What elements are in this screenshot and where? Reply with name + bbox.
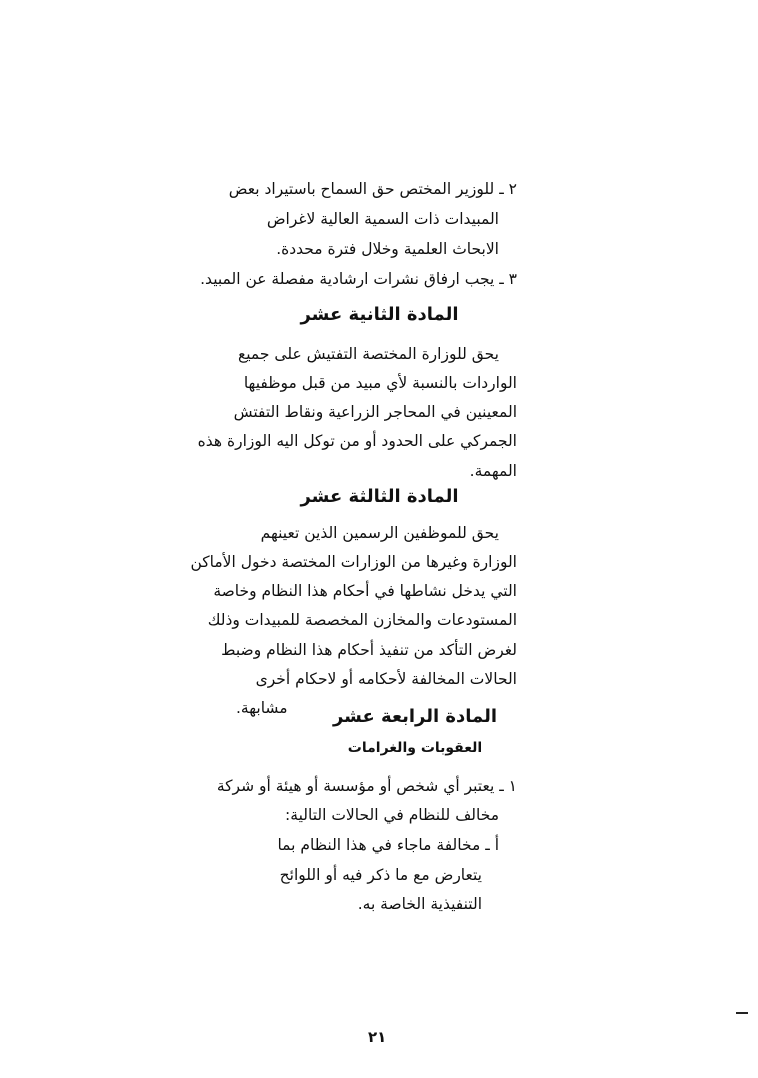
text-line: الوزارة وغيرها من الوزارات المختصة دخول الأماكن [190,553,517,571]
text-line: لغرض التأكد من تنفيذ أحكام هذا النظام وضبط [221,641,517,659]
text-line: الابحاث العلمية وخلال فترة محددة. [276,240,499,258]
text-line: يتعارض مع ما ذكر فيه أو اللوائح [279,866,482,884]
text-line: يحق للموظفين الرسمين الذين تعينهم [260,524,499,542]
item-3: ٣ ـ يجب ارفاق نشرات ارشادية مفصلة عن المبيد. [200,270,517,288]
article-12-title: المادة الثانية عشر [300,304,459,325]
text-line: المبيدات ذات السمية العالية لاغراض [266,210,499,228]
text-line: التي يدخل نشاطها في أحكام هذا النظام وخاصة [213,582,517,600]
text-line: الجمركي على الحدود أو من توكل اليه الوزارة هذه [197,432,517,450]
text-line: مخالف للنظام في الحالات التالية: [285,806,499,824]
article-14-title: المادة الرابعة عشر [332,706,498,727]
text-line: التنفيذية الخاصة به. [357,895,482,913]
text-line: ٢ ـ للوزير المختص حق السماح باستيراد بعض [228,180,517,198]
text-line: أ ـ مخالفة ماجاء في هذا النظام بما [277,836,499,854]
text-line: ١ ـ يعتبر أي شخص أو مؤسسة أو هيئة أو شركة [216,777,517,795]
text-line: الحالات المخالفة لأحكامه أو لاحكام أخرى [255,670,517,688]
text-line: يحق للوزارة المختصة التفتيش على جميع [238,345,499,363]
text-line: المعينين في المحاجر الزراعية ونقاط التفتش [233,403,517,421]
article-13-title: المادة الثالثة عشر [300,486,459,507]
text-line: مشابهة. [236,699,288,717]
page-number: ٢١ [368,1028,387,1046]
text-line: الواردات بالنسبة لأي مبيد من قبل موظفيها [243,374,517,392]
article-14-subtitle: العقوبات والغرامات [347,740,483,756]
text-line: المستودعات والمخازن المخصصة للمبيدات وذلك [207,611,517,629]
text-line: المهمة. [469,462,517,480]
margin-dash [736,1012,748,1014]
